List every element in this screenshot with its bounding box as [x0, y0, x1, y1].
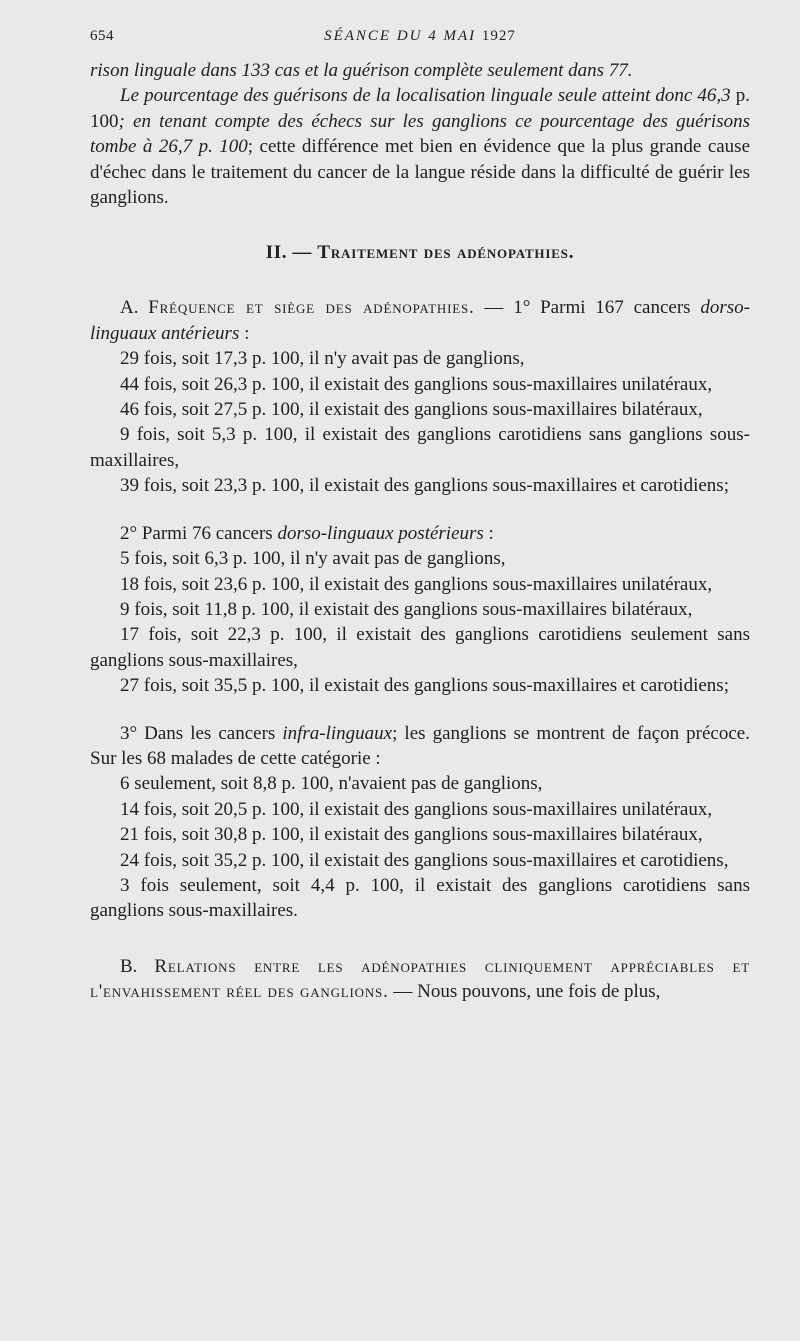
running-title — [90, 28, 750, 45]
group3-intro-italic: infra-linguaux — [282, 722, 393, 744]
group2-intro-end: : — [483, 522, 494, 544]
group1-item: 46 fois, soit 27,5 p. 100, il existait des ganglions sous-maxillaires bilatéraux, — [120, 399, 703, 421]
section-title: Traitement des adénopathies. — [317, 242, 575, 264]
page-number: 654 — [90, 28, 114, 44]
group1-intro-italic: dorso-linguaux antérieurs — [90, 297, 751, 344]
group2-item: 9 fois, soit 11,8 p. 100, il existait des ganglions sous-maxillaires bilatéraux, — [120, 598, 693, 620]
group2-intro — [90, 521, 750, 546]
intro-italic-a: Le pourcentage des guérisons de la localisation linguale seule atteint donc 46,3 — [120, 85, 731, 107]
intro-plain-b: p. 100 — [198, 136, 248, 158]
group2-intro-plain: 2° Parmi 76 cancers — [120, 522, 278, 544]
section-a-intro — [90, 295, 750, 346]
group1-item: 44 fois, soit 26,3 p. 100, il existait des ganglions sous-maxillaires unilatéraux, — [120, 373, 713, 395]
intro-line-italic: rison linguale dans 133 cas et la guérison complète seulement dans 77. — [90, 60, 633, 81]
group2-item: 18 fois, soit 23,6 p. 100, il existait des ganglions sous-maxillaires unilatéraux, — [120, 573, 713, 595]
section-b-paragraph — [90, 954, 750, 1005]
group3-intro — [90, 721, 750, 772]
running-title-text: SÉANCE DU 4 MAI — [324, 28, 477, 44]
intro-continuation — [90, 58, 750, 83]
section-b-title: Relations entre les adénopathies cliniquement appréciables et l'envahissement réel des ganglions. — [90, 955, 750, 1003]
group2-item: 5 fois, soit 6,3 p. 100, il n'y avait pas de ganglions, — [120, 548, 506, 570]
section-a-label: A. — [120, 297, 149, 319]
group3-item: 3 fois seulement, soit 4,4 p. 100, il existait des ganglions carotidiens sans ganglions sous-maxillaires. — [90, 874, 750, 922]
section-b-text: Nous pouvons, une fois de plus, — [417, 981, 661, 1003]
running-title-year: 1927 — [481, 28, 516, 44]
group1-item: 29 fois, soit 17,3 p. 100, il n'y avait pas de ganglions, — [120, 348, 525, 370]
intro-rest: ; cette différence met bien en évidence que la plus grande cause d'échec dans le traitement du cancer de la langue réside dans la difficulté de guérir les ganglions. — [90, 136, 751, 209]
group1-item: 9 fois, soit 5,3 p. 100, il existait des ganglions carotidiens sans ganglions sous-maxillaires, — [90, 424, 750, 471]
running-head — [90, 28, 750, 58]
group2-intro-italic: dorso-linguaux postérieurs — [277, 522, 484, 544]
group2-item: 27 fois, soit 35,5 p. 100, il existait des ganglions sous-maxillaires et carotidiens; — [120, 675, 729, 697]
section-heading-ii — [90, 240, 750, 265]
group1-intro: 1° Parmi 167 cancers — [513, 297, 701, 319]
intro-paragraph — [90, 83, 750, 210]
section-a-dash: — — [474, 297, 514, 319]
group1-intro-end: : — [239, 322, 250, 344]
group3-intro-end: ; les ganglions se montrent de façon précoce. Sur les 68 malades de cette catégorie : — [90, 722, 750, 769]
group1-item: 39 fois, soit 23,3 p. 100, il existait des ganglions sous-maxillaires et carotidiens; — [120, 475, 729, 497]
section-numeral: II. — — [265, 242, 318, 264]
group3-item: 6 seulement, soit 8,8 p. 100, n'avaient pas de ganglions, — [120, 773, 543, 795]
intro-plain-a: p. 100 — [90, 85, 751, 132]
group3-intro-plain: 3° Dans les cancers — [120, 722, 283, 744]
section-b-dash: — — [388, 981, 418, 1003]
intro-italic-b: ; en tenant compte des échecs sur les ganglions ce pourcentage des guérisons tombe à 26,7 — [90, 110, 750, 158]
group3-item: 21 fois, soit 30,8 p. 100, il existait des ganglions sous-maxillaires bilatéraux, — [120, 824, 703, 846]
section-a-title: Fréquence et siège des adénopathies. — [148, 297, 475, 319]
group2-item: 17 fois, soit 22,3 p. 100, il existait des ganglions carotidiens seulement sans ganglions sous-maxillaires, — [90, 624, 750, 671]
group3-item: 24 fois, soit 35,2 p. 100, il existait des ganglions sous-maxillaires et carotidiens, — [120, 849, 729, 871]
group3-item: 14 fois, soit 20,5 p. 100, il existait des ganglions sous-maxillaires unilatéraux, — [120, 798, 713, 820]
section-b-label: B. — [120, 955, 155, 977]
